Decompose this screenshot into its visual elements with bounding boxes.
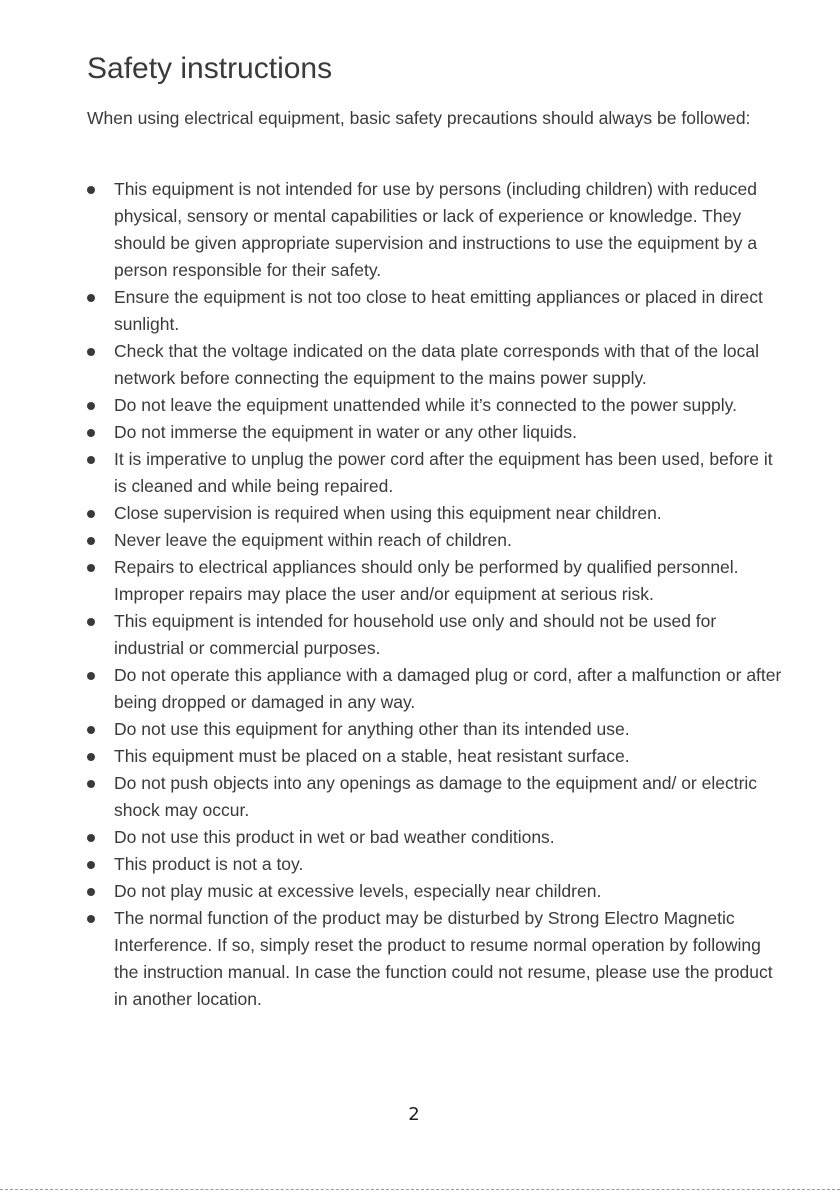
list-item-text: Repairs to electrical appliances should only be performed by qualified personnel. Improper repairs may place the user and/or equipment at serious risk. — [114, 557, 739, 604]
list-item — [0, 284, 784, 338]
list-item — [0, 392, 784, 419]
bullet-icon — [87, 510, 95, 518]
list-item-text: Do not immerse the equipment in water or any other liquids. — [114, 422, 578, 442]
bullet-icon — [87, 834, 95, 842]
list-item-text: Do not play music at excessive levels, especially near children. — [114, 881, 602, 901]
bullet-icon — [87, 564, 95, 572]
intro-paragraph: When using electrical equipment, basic safety precautions should always be followed: — [87, 108, 751, 128]
list-item-text: This equipment is not intended for use by persons (including children) with reduced physical, sensory or mental capabilities or lack of experience or knowledge. They should be given appropriate supervision and instructions to use the equipment by a person responsible for their safety. — [114, 179, 758, 280]
list-item — [0, 608, 784, 662]
bullet-icon — [87, 672, 95, 680]
list-item-text: Never leave the equipment within reach of children. — [114, 530, 512, 550]
list-item-text: Do not push objects into any openings as damage to the equipment and/ or electric shock may occur. — [114, 773, 758, 820]
list-item — [0, 878, 784, 905]
list-item-text: It is imperative to unplug the power cord after the equipment has been used, before it is cleaned and while being repaired. — [114, 449, 773, 496]
list-item-text: Do not use this product in wet or bad weather conditions. — [114, 827, 555, 847]
list-item — [0, 743, 784, 770]
list-item-text: Do not use this equipment for anything other than its intended use. — [114, 719, 630, 739]
list-item — [0, 500, 784, 527]
bullet-icon — [87, 294, 95, 302]
bullet-icon — [87, 618, 95, 626]
bullet-icon — [87, 753, 95, 761]
list-item — [0, 770, 784, 824]
list-item — [0, 716, 784, 743]
list-item-text: This equipment must be placed on a stable, heat resistant surface. — [114, 746, 630, 766]
list-item — [0, 851, 784, 878]
list-item-text: Do not operate this appliance with a damaged plug or cord, after a malfunction or after being dropped or damaged in any way. — [114, 665, 782, 712]
bullet-icon — [87, 402, 95, 410]
bullet-icon — [87, 888, 95, 896]
list-item — [0, 527, 784, 554]
list-item — [0, 419, 784, 446]
list-item-text: Close supervision is required when using this equipment near children. — [114, 503, 662, 523]
safety-instructions-list — [0, 176, 840, 1013]
list-item-text: This equipment is intended for household use only and should not be used for industrial or commercial purposes. — [114, 611, 717, 658]
bullet-icon — [87, 456, 95, 464]
bullet-icon — [87, 861, 95, 869]
page-number: 2 — [408, 1104, 420, 1125]
page-title: Safety instructions — [87, 52, 333, 85]
list-item-text: This product is not a toy. — [114, 854, 304, 874]
bullet-icon — [87, 537, 95, 545]
bullet-icon — [87, 726, 95, 734]
footer-divider — [0, 1189, 840, 1190]
list-item — [0, 662, 784, 716]
bullet-icon — [87, 186, 95, 194]
list-item — [0, 554, 784, 608]
list-item-text: The normal function of the product may be disturbed by Strong Electro Magnetic Interference. If so, simply reset the product to resume normal operation by following the instruction manual. In case the function could not resume, please use the product in another location. — [114, 908, 773, 1009]
list-item-text: Ensure the equipment is not too close to heat emitting appliances or placed in direct sunlight. — [114, 287, 763, 334]
list-item-text: Check that the voltage indicated on the data plate corresponds with that of the local network before connecting the equipment to the mains power supply. — [114, 341, 759, 388]
list-item — [0, 824, 784, 851]
bullet-icon — [87, 429, 95, 437]
list-item — [0, 338, 784, 392]
bullet-icon — [87, 348, 95, 356]
bullet-icon — [87, 780, 95, 788]
list-item — [0, 446, 784, 500]
list-item — [0, 176, 784, 284]
list-item-text: Do not leave the equipment unattended while it’s connected to the power supply. — [114, 395, 737, 415]
list-item — [0, 905, 784, 1013]
bullet-icon — [87, 915, 95, 923]
